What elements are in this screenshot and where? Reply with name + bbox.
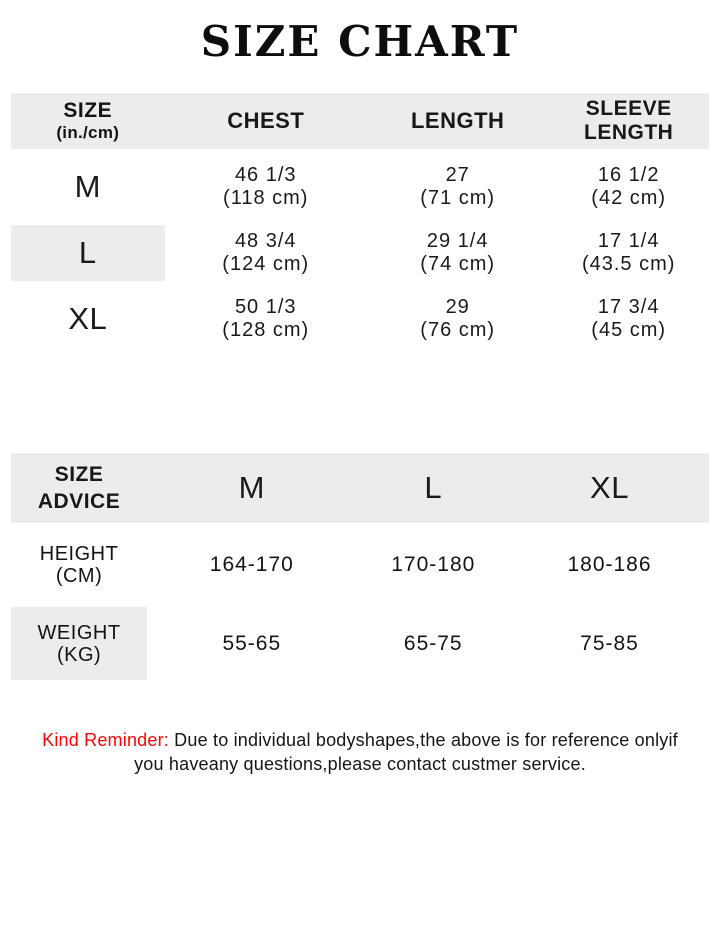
- chest-in-xl: 50 1/3: [234, 296, 297, 318]
- sleeve-cm-xl: (45 cm): [591, 319, 667, 341]
- advice-header-m: M: [238, 470, 265, 505]
- size-table-header: [11, 93, 709, 149]
- weight-value-l: 65-75: [403, 631, 463, 655]
- length-cm-l: (74 cm): [420, 253, 496, 275]
- chest-value-m: [165, 164, 367, 210]
- header-size-line1: SIZE: [63, 99, 113, 122]
- length-in-m: 27: [445, 164, 470, 186]
- header-chest: CHEST: [227, 107, 305, 133]
- height-value-l: 170-180: [391, 553, 476, 576]
- size-table: [11, 93, 709, 357]
- height-value-m: 164-170: [209, 553, 294, 576]
- sleeve-value-m: [548, 164, 709, 210]
- size-advice-table: [11, 453, 709, 680]
- header-sleeve-length: SLEEVE LENGTH: [584, 97, 674, 144]
- kind-reminder-note: [32, 728, 688, 776]
- length-in-l: 29 1/4: [426, 230, 489, 252]
- header-length: LENGTH: [410, 107, 505, 133]
- chest-cm-m: (118 cm): [223, 187, 309, 209]
- kind-reminder-text: Due to individual bodyshapes,the above is for reference onlyif you haveany questions,please contact custmer service.: [134, 730, 678, 774]
- advice-header-l: L: [424, 470, 443, 505]
- weight-value-xl: 75-85: [580, 631, 639, 655]
- page-title: SIZE CHART: [200, 17, 520, 66]
- sleeve-cm-l: (43.5 cm): [581, 253, 676, 275]
- sleeve-value-l: [548, 230, 709, 276]
- sleeve-in-m: 16 1/2: [597, 164, 660, 186]
- header-size: [11, 99, 165, 143]
- kind-reminder-label: Kind Reminder:: [42, 730, 169, 750]
- advice-table-header: [11, 453, 709, 523]
- header-size-advice: SIZE ADVICE: [37, 462, 121, 513]
- weight-label-line1: WEIGHT: [37, 621, 121, 644]
- weight-label: [11, 607, 147, 680]
- weight-value-m: 55-65: [222, 631, 282, 655]
- size-table-row-m: [11, 149, 709, 225]
- chest-cm-xl: (128 cm): [222, 319, 310, 341]
- chest-in-l: 48 3/4: [234, 230, 297, 252]
- length-cm-xl: (76 cm): [420, 319, 496, 341]
- length-cm-m: (71 cm): [420, 187, 496, 209]
- length-value-m: [367, 164, 548, 210]
- height-value-xl: 180-186: [567, 553, 652, 576]
- size-label-m: M: [74, 169, 101, 204]
- header-size-line2: (in./cm): [56, 123, 120, 142]
- size-chart-sheet: [0, 18, 720, 776]
- sleeve-in-l: 17 1/4: [597, 230, 660, 252]
- chest-cm-l: (124 cm): [222, 253, 310, 275]
- size-table-row-l: [11, 225, 709, 281]
- advice-row-weight: [11, 607, 709, 680]
- chest-value-xl: [165, 296, 367, 342]
- chest-in-m: 46 1/3: [234, 164, 297, 186]
- length-in-xl: 29: [445, 296, 470, 318]
- length-value-l: [367, 230, 548, 276]
- sleeve-cm-m: (42 cm): [591, 187, 667, 209]
- size-label-xl: XL: [68, 301, 108, 336]
- height-label: [11, 543, 147, 587]
- length-value-xl: [367, 296, 548, 342]
- sleeve-in-xl: 17 3/4: [597, 296, 660, 318]
- height-label-line1: HEIGHT: [39, 543, 119, 565]
- size-label-l: L: [11, 225, 165, 281]
- weight-label-line2: (KG): [56, 643, 102, 666]
- chest-value-l: [165, 230, 367, 276]
- advice-header-xl: XL: [590, 470, 629, 505]
- size-table-row-xl: [11, 281, 709, 357]
- height-label-line2: (CM): [55, 565, 103, 587]
- sleeve-value-xl: [548, 296, 709, 342]
- advice-row-height: [11, 523, 709, 607]
